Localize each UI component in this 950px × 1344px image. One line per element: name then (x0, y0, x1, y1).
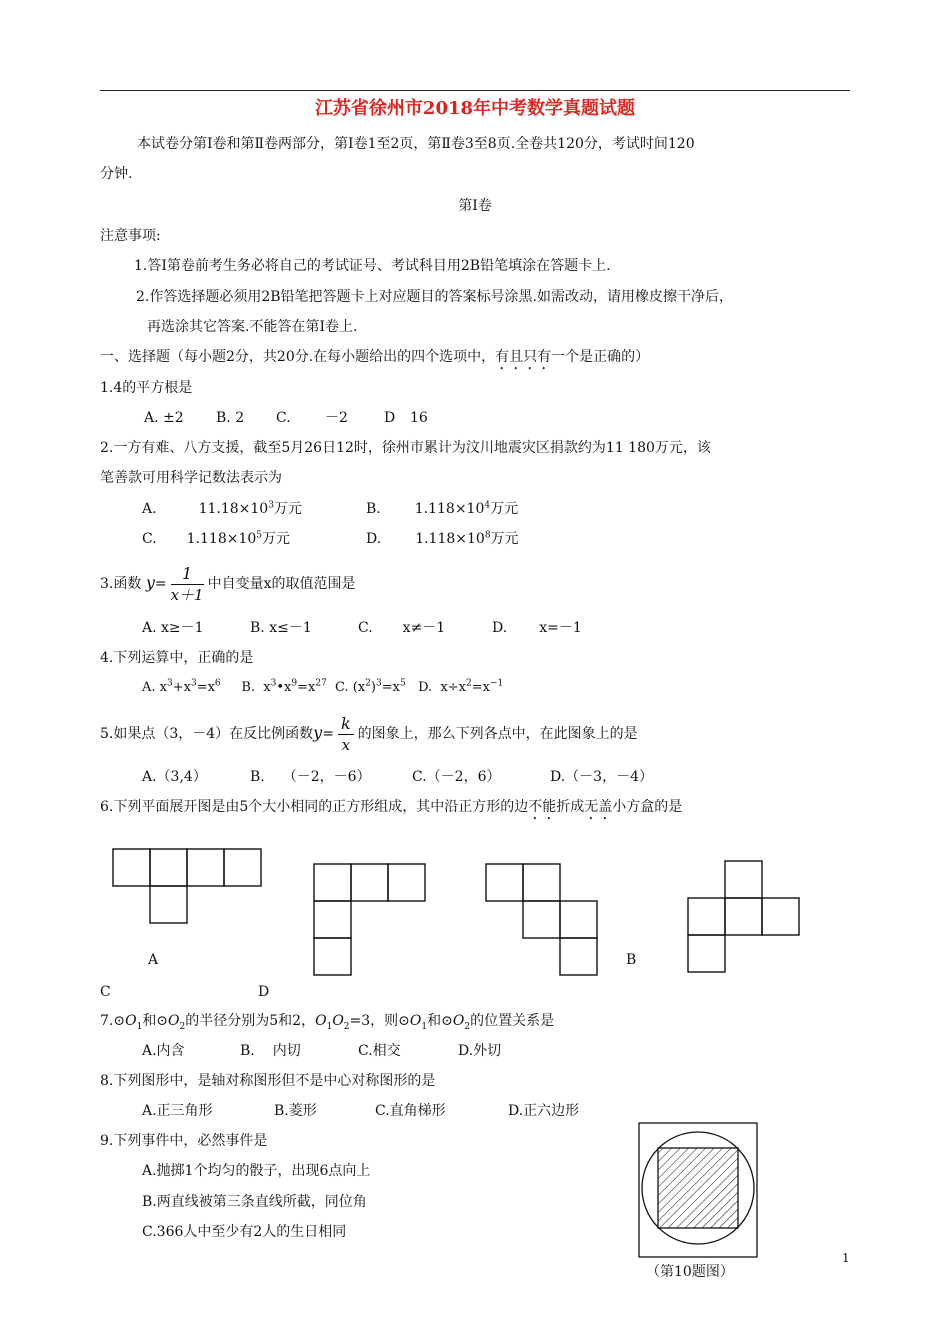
q5-option-a: A.（3,4） (142, 769, 207, 785)
q7-stem: $7.⊙O_1$和$⊙O_2$的半径分别为5和2，$O_1O_2=3$，则$⊙O_1$和$⊙O_2$的位置关系是 (100, 1013, 555, 1032)
q9-option-c: C.366人中至少有2人的生日相同 (142, 1224, 347, 1240)
q1-stem: 1.4的平方根是 (100, 380, 193, 396)
q2-stem-line-2: 笔善款可用科学记数法表示为 (100, 470, 282, 486)
q8-stem: 8.下列图形中，是轴对称图形但不是中心对称图形的是 (100, 1073, 436, 1089)
q6-label-c: C (100, 984, 111, 1000)
page-number: 1 (842, 1251, 850, 1265)
q4-options: A. $x^3+x^3=x^6$ B. $x^3•x^9=x^{27}$ C. $(x^2)^3=x^5$ D. $x\div x^2=x^{-1}$ (142, 678, 504, 695)
q3-fraction: $\frac{1}{x+1}$ (170, 563, 204, 604)
q6-net-c (485, 863, 600, 976)
q5-fraction: $\frac{k}{x}$ (338, 714, 354, 755)
q8-option-d: D.正六边形 (508, 1103, 580, 1119)
q4-stem: 4.下列运算中，正确的是 (100, 650, 254, 666)
q7-option-c: C.相交 (358, 1043, 401, 1059)
note-2-line-2: 再选涂其它答案.不能答在第Ⅰ卷上. (147, 319, 358, 335)
note-1: 1.答Ⅰ第卷前考生务必将自己的考试证号、考试科目用2B铅笔填涂在答题卡上. (134, 258, 611, 274)
q2-stem-line-1: 2.一方有难、八方支援，截至5月26日12时，徐州市累计为汶川地震灾区捐款约为11 180万元，该 (100, 440, 711, 456)
q8-option-b: B.菱形 (274, 1103, 317, 1119)
q2-option-c: C. $1.118\times 10^5$万元 (142, 530, 291, 547)
q1-option-d: D (384, 410, 396, 426)
q6-label-a: A (148, 952, 159, 968)
q3-option-a: A. x≥－1 (142, 620, 204, 636)
q3-option-b: B. x≤－1 (250, 620, 312, 636)
q9-option-a: A.抛掷1个均匀的骰子，出现6点向上 (142, 1163, 371, 1179)
q5-option-d: D.（－3，－4） (550, 769, 653, 785)
q2-option-d: D. $1.118\times 10^8$万元 (366, 530, 519, 547)
q3-option-c: C. x≠－1 (358, 620, 446, 636)
section-label: 第Ⅰ卷 (458, 198, 492, 214)
figure-10-diagram (638, 1122, 760, 1260)
q7-option-b: B. 内切 (240, 1043, 301, 1059)
q1-option-a: A. ±2 (144, 410, 184, 426)
q2-option-b: B. $1.118\times 10^4$万元 (366, 500, 519, 517)
q8-option-c: C.直角梯形 (375, 1103, 446, 1119)
q7-option-d: D.外切 (458, 1043, 502, 1059)
q1-option-c-value: －2 (325, 410, 348, 426)
note-2-line-1: 2.作答选择题必须用2B铅笔把答题卡上对应题目的答案标号涂黑.如需改动，请用橡皮擦干净后， (136, 289, 734, 305)
q6-net-d (687, 860, 802, 975)
q6-net-b (313, 863, 428, 976)
intro-line-2: 分钟. (100, 166, 133, 182)
q3-stem: 3.函数 y= $\frac{1}{x+1}$ 中自变量x的取值范围是 (100, 563, 356, 604)
q5-option-b: B. （－2，－6） (250, 769, 371, 785)
q1-option-b: B. 2 (216, 410, 245, 426)
intro-line-1: 本试卷分第Ⅰ卷和第Ⅱ卷两部分，第Ⅰ卷1至2页，第Ⅱ卷3至8页.全卷共120分，考试时间120 (137, 136, 695, 152)
q6-stem: 6.下列平面展开图是由5个大小相同的正方形组成，其中沿正方形的边不能折成无盖小方盒的是 (100, 799, 683, 815)
q6-net-a (112, 848, 264, 926)
q5-option-c: C.（－2，6） (412, 769, 501, 785)
q1-option-c: C. (276, 410, 291, 426)
q9-option-b: B.两直线被第三条直线所截，同位角 (142, 1194, 367, 1210)
notes-heading: 注意事项: (100, 228, 161, 244)
top-rule (100, 90, 850, 91)
part-1-instruction: 一、选择题（每小题2分，共20分.在每小题给出的四个选项中，有且只有一个是正确的） (100, 349, 650, 365)
q3-option-d: D. x=－1 (492, 620, 582, 636)
figure-10-caption: （第10题图） (646, 1264, 734, 1280)
q9-stem: 9.下列事件中，必然事件是 (100, 1133, 268, 1149)
q7-option-a: A.内含 (142, 1043, 185, 1059)
q8-option-a: A.正三角形 (142, 1103, 213, 1119)
emphasis-text: 有且只有 (495, 349, 552, 365)
q6-label-d: D (258, 984, 270, 1000)
q5-stem: 5.如果点（3，－4）在反比例函数y= $\frac{k}{x}$ 的图象上，那么下列各点中，在此图象上的是 (100, 713, 638, 754)
q2-option-a: A. $11.18\times 10^3$万元 (142, 500, 302, 517)
q6-label-b: B (626, 952, 637, 968)
page-title: 江苏省徐州市2018年中考数学真题试题 (314, 98, 636, 119)
q1-option-d-value: 16 (410, 410, 428, 426)
